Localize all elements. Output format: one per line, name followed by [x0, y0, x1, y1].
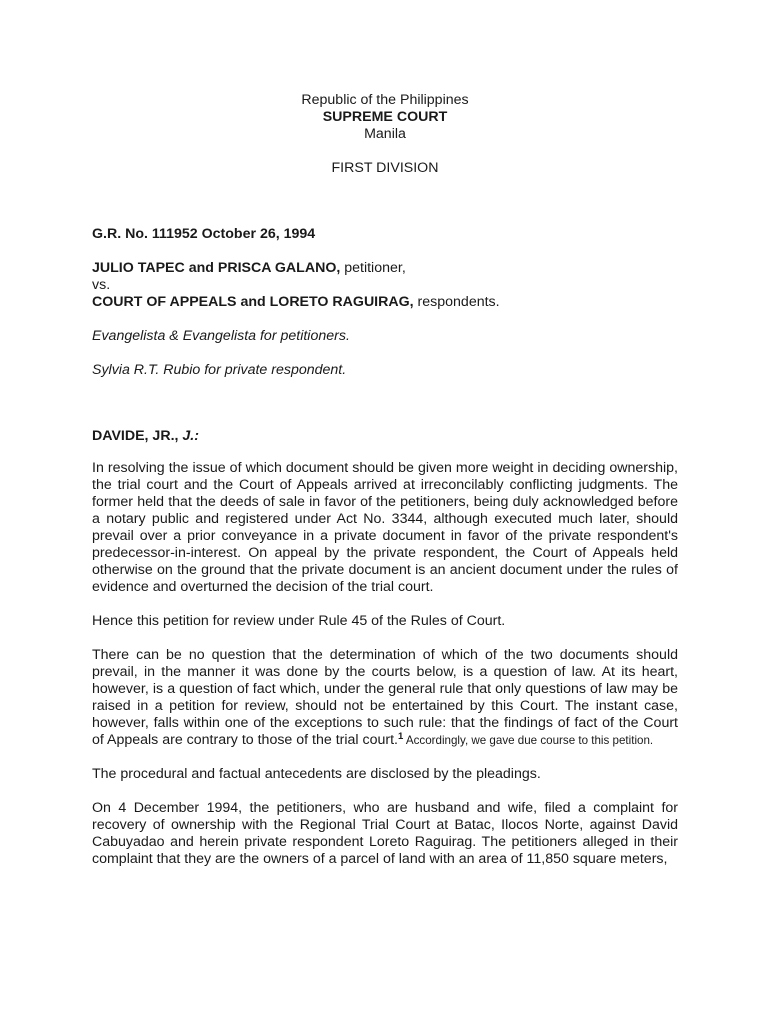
- division-name: FIRST DIVISION: [331, 160, 439, 176]
- court-city: Manila: [364, 126, 406, 142]
- document-page: [92, 92, 678, 868]
- body-paragraph-2: Hence this petition for review under Rule 45 of the Rules of Court.: [92, 613, 506, 629]
- ponente-name: DAVIDE, JR.,: [92, 428, 183, 444]
- court-header: [92, 92, 678, 177]
- body-paragraph-4: The procedural and factual antecedents are disclosed by the pleadings.: [92, 766, 541, 782]
- case-parties: [92, 260, 678, 311]
- ponente: [92, 428, 678, 445]
- respondents-role: respondents.: [413, 294, 500, 310]
- case-number: G.R. No. 111952 October 26, 1994: [92, 226, 316, 242]
- versus-line: vs.: [92, 277, 111, 293]
- ponente-title: J.:: [182, 428, 199, 444]
- counsel-petitioners: Evangelista & Evangelista for petitioners.: [92, 328, 350, 344]
- body-paragraph-5: On 4 December 1994, the petitioners, who are husband and wife, filed a complaint for recovery of ownership with the Regional Trial Court at Batac, Ilocos Norte, against David Cabuyadao and herein private respondent Loreto Raguirag. The petitioners alleged in their complaint that they are the owners of a parcel of land with an area of 11,850 square meters,: [92, 800, 678, 867]
- body-paragraph-3: [92, 647, 678, 749]
- republic-line: Republic of the Philippines: [301, 92, 469, 108]
- respondents-names: COURT OF APPEALS and LORETO RAGUIRAG,: [92, 294, 414, 310]
- respondents-line: [92, 294, 678, 311]
- court-name: SUPREME COURT: [322, 109, 448, 125]
- body-paragraph-1: In resolving the issue of which document should be given more weight in deciding ownership, the trial court and the Court of Appeals arrived at irreconcilably conflicting judgments. The former held that the deeds of sale in favor of the petitioners, being duly acknowledged before a notary public and registered under Act No. 3344, although executed much later, should prevail over a prior conveyance in a private document in favor of the private respondent's predecessor-in-interest. On appeal by the private respondent, the Court of Appeals held otherwise on the ground that the private document is an ancient document under the rules of evidence and overturned the decision of the trial court.: [92, 460, 678, 595]
- counsel-respondent: Sylvia R.T. Rubio for private respondent.: [92, 362, 347, 378]
- paragraph-3-tail: Accordingly, we gave due course to this petition.: [403, 734, 654, 747]
- footnote-marker[interactable]: 1: [398, 731, 404, 742]
- petitioners-role: petitioner,: [340, 260, 406, 276]
- petitioners-line: [92, 260, 678, 277]
- paragraph-3-text: There can be no question that the determination of which of the two documents should prevail, in the manner it was done by the courts below, is a question of law. At its heart, however, is a question of fact which, under the general rule that only questions of law may be raised in a petition for review, should not be entertained by this Court. The instant case, however, falls within one of the exceptions to such rule: that the findings of fact of the Court of Appeals are contrary to those of the trial court.: [92, 647, 678, 748]
- petitioners-names: JULIO TAPEC and PRISCA GALANO,: [92, 260, 341, 276]
